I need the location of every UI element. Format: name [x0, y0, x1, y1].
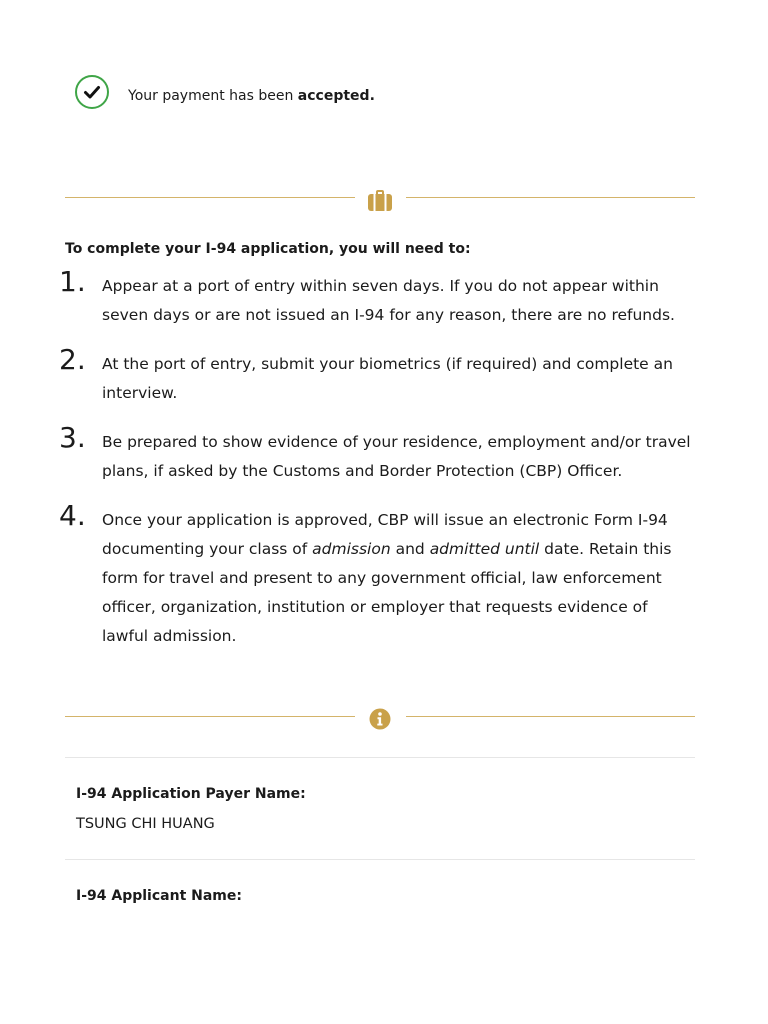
- step-item: [56, 264, 696, 330]
- checkmark-glyph: [82, 82, 102, 102]
- payment-status-message: [128, 86, 375, 106]
- payer-name-label: I-94 Application Payer Name:: [76, 786, 306, 802]
- steps-list: [56, 264, 696, 663]
- step-text-emphasis: admitted until: [429, 540, 540, 558]
- payment-status-prefix: Your payment has been: [128, 88, 298, 104]
- step-text-part: date. Retain this form for travel and present to any government official, law enforcement officer, organization, institution or employer that requests evidence of lawful admission.: [102, 540, 672, 645]
- step-text-part: and: [390, 540, 430, 558]
- row-separator: [65, 859, 695, 860]
- steps-intro: To complete your I-94 application, you will need to:: [65, 241, 471, 257]
- row-separator: [65, 757, 695, 758]
- step-number: 3.: [59, 421, 86, 454]
- step-number: 4.: [59, 499, 86, 532]
- step-text-part: Once your application is approved, CBP will issue an electronic Form I-94 documenting your class of: [102, 511, 668, 558]
- briefcase-icon: [366, 186, 394, 214]
- payment-status-emphasis: accepted.: [297, 88, 375, 104]
- check-circle-icon: [75, 75, 109, 109]
- info-icon: [366, 705, 394, 733]
- applicant-name-label: I-94 Applicant Name:: [76, 888, 242, 904]
- payer-name-value: TSUNG CHI HUANG: [76, 816, 215, 832]
- step-item: [56, 498, 696, 651]
- step-text: At the port of entry, submit your biometrics (if required) and complete an interview.: [102, 355, 673, 402]
- step-text: [102, 498, 696, 651]
- info-divider-left: [65, 716, 355, 717]
- step-text-emphasis: admission: [312, 540, 391, 558]
- step-text: Be prepared to show evidence of your residence, employment and/or travel plans, if asked by the Customs and Border Protection (CBP) Officer.: [102, 433, 691, 480]
- step-number: 2.: [59, 343, 86, 376]
- step-item: [56, 342, 696, 408]
- section-divider-right: [406, 197, 695, 198]
- info-divider-right: [406, 716, 695, 717]
- step-text: Appear at a port of entry within seven days. If you do not appear within seven days or are not issued an I-94 for any reason, there are no refunds.: [102, 277, 675, 324]
- step-item: [56, 420, 696, 486]
- step-number: 1.: [59, 265, 86, 298]
- section-divider-left: [65, 197, 355, 198]
